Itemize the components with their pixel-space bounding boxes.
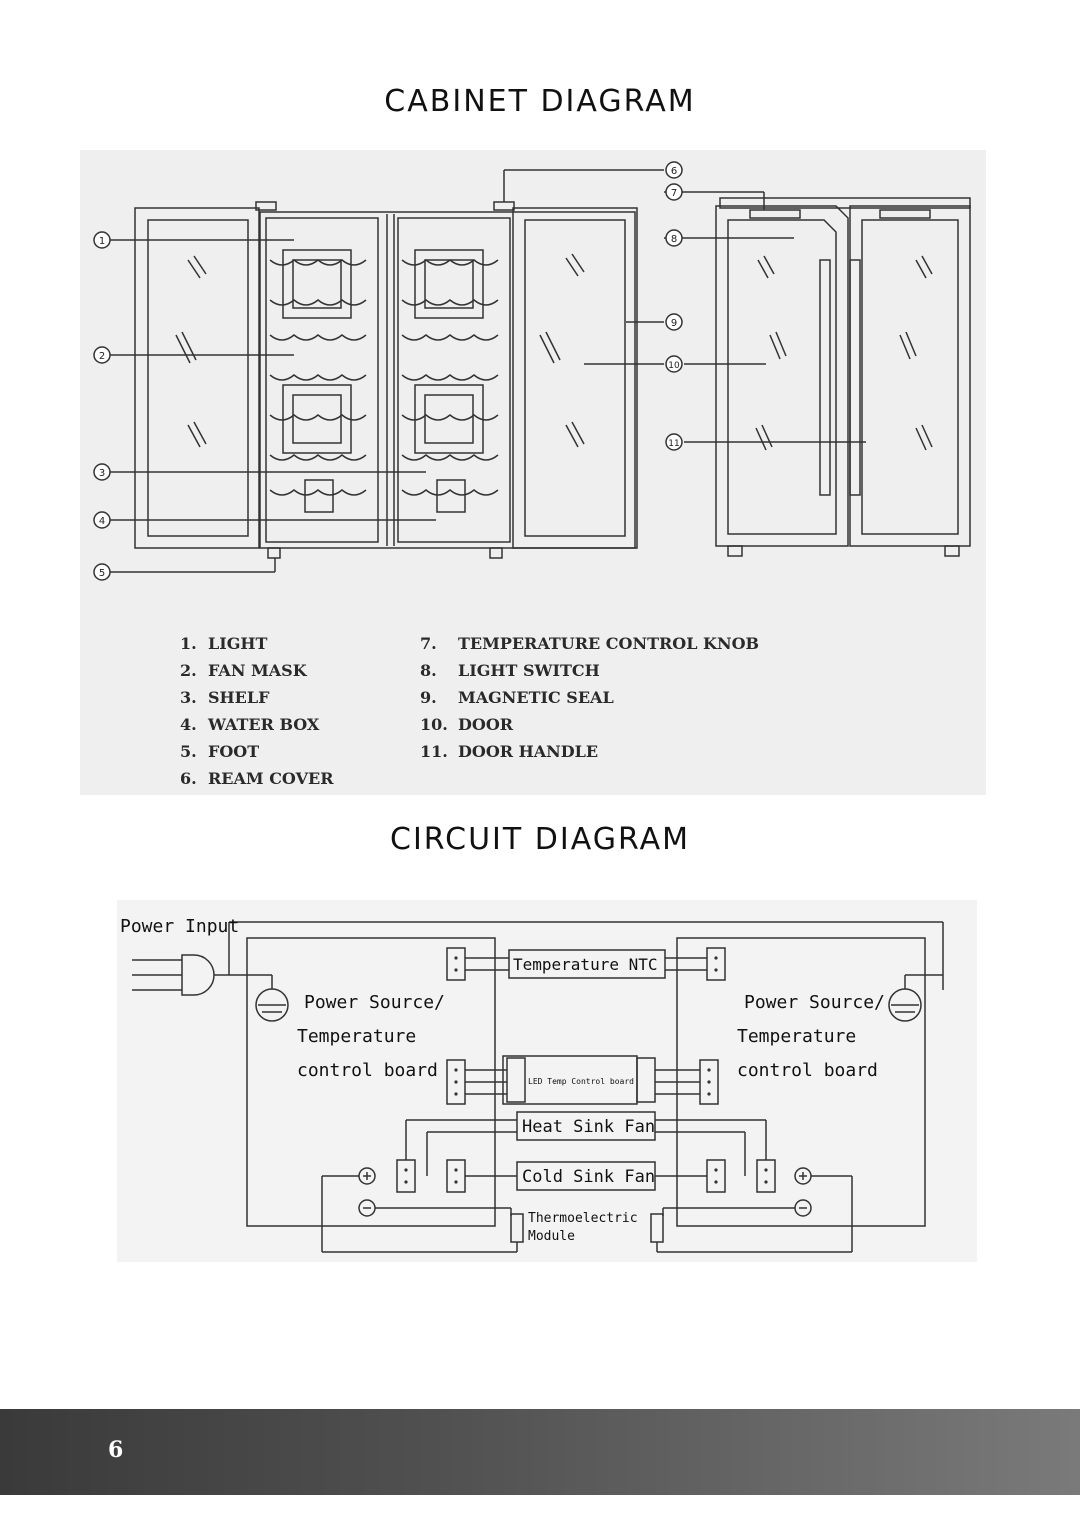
- circuit-diagram: [117, 900, 977, 1262]
- legend-number: 3.: [180, 688, 197, 707]
- legend-label: LIGHT: [208, 634, 268, 653]
- legend-item: [180, 657, 333, 684]
- heat-sink-fan-label: Heat Sink Fan: [522, 1117, 656, 1137]
- left-board-label-3: control board: [297, 1060, 438, 1081]
- left-board-label-1: Power Source/: [304, 992, 445, 1013]
- legend-label: SHELF: [208, 688, 270, 707]
- led-board-label: LED Temp Control board: [528, 1077, 634, 1086]
- legend-item: [420, 711, 759, 738]
- legend-item: [180, 765, 333, 792]
- callout-1: 1: [98, 236, 106, 247]
- legend-label: DOOR HANDLE: [458, 742, 599, 761]
- legend-item: [180, 711, 333, 738]
- legend-number: 8.: [420, 661, 437, 680]
- callout-8: 8: [670, 234, 678, 245]
- legend-item: [420, 738, 759, 765]
- legend-number: 10.: [420, 715, 448, 734]
- callout-5: 5: [98, 568, 106, 579]
- cabinet-diagram-title: CABINET DIAGRAM: [384, 84, 696, 119]
- legend-label: LIGHT SWITCH: [458, 661, 600, 680]
- legend-label: MAGNETIC SEAL: [458, 688, 614, 707]
- callout-4: 4: [98, 516, 106, 527]
- legend-label: FOOT: [208, 742, 260, 761]
- legend-right: [420, 630, 759, 765]
- callout-9: 9: [670, 318, 678, 329]
- module-label-1: Thermoelectric: [528, 1211, 638, 1226]
- left-door: [135, 208, 259, 548]
- legend-label: TEMPERATURE CONTROL KNOB: [458, 634, 760, 653]
- legend-number: 7.: [420, 634, 437, 653]
- legend-number: 5.: [180, 742, 197, 761]
- legend-left: [180, 630, 333, 792]
- footer-bar: [0, 1409, 1080, 1495]
- circuit-diagram-title: CIRCUIT DIAGRAM: [390, 822, 690, 857]
- right-board-label-2: Temperature: [737, 1026, 857, 1047]
- right-board-label-3: control board: [737, 1060, 878, 1081]
- circuit-drawing: [117, 900, 977, 1262]
- callout-3: 3: [98, 468, 106, 479]
- module-label-2: Module: [528, 1229, 575, 1244]
- callout-6: 6: [670, 166, 678, 177]
- cold-sink-fan-label: Cold Sink Fan: [522, 1167, 656, 1187]
- right-board-label-1: Power Source/: [744, 992, 885, 1013]
- legend-item: [420, 630, 759, 657]
- legend-item: [180, 738, 333, 765]
- callout-2: 2: [98, 351, 106, 362]
- legend-item: [420, 657, 759, 684]
- legend-item: [180, 630, 333, 657]
- legend-item: [180, 684, 333, 711]
- legend-number: 6.: [180, 769, 197, 788]
- legend-label: REAM COVER: [208, 769, 334, 788]
- ntc-label: Temperature NTC: [513, 955, 658, 974]
- page-number: 6: [108, 1437, 124, 1463]
- legend-label: DOOR: [458, 715, 514, 734]
- right-control-board: [677, 938, 925, 1226]
- legend-number: 9.: [420, 688, 437, 707]
- legend-number: 4.: [180, 715, 197, 734]
- left-board-label-2: Temperature: [297, 1026, 417, 1047]
- legend-label: FAN MASK: [208, 661, 307, 680]
- callout-7: 7: [670, 188, 678, 199]
- legend-item: [420, 684, 759, 711]
- callout-11: 11: [668, 439, 680, 449]
- callout-10: 10: [668, 361, 680, 371]
- legend-number: 1.: [180, 634, 197, 653]
- legend-number: 2.: [180, 661, 197, 680]
- power-input-label: Power Input: [120, 916, 240, 937]
- legend-label: WATER BOX: [208, 715, 320, 734]
- legend-number: 11.: [420, 742, 448, 761]
